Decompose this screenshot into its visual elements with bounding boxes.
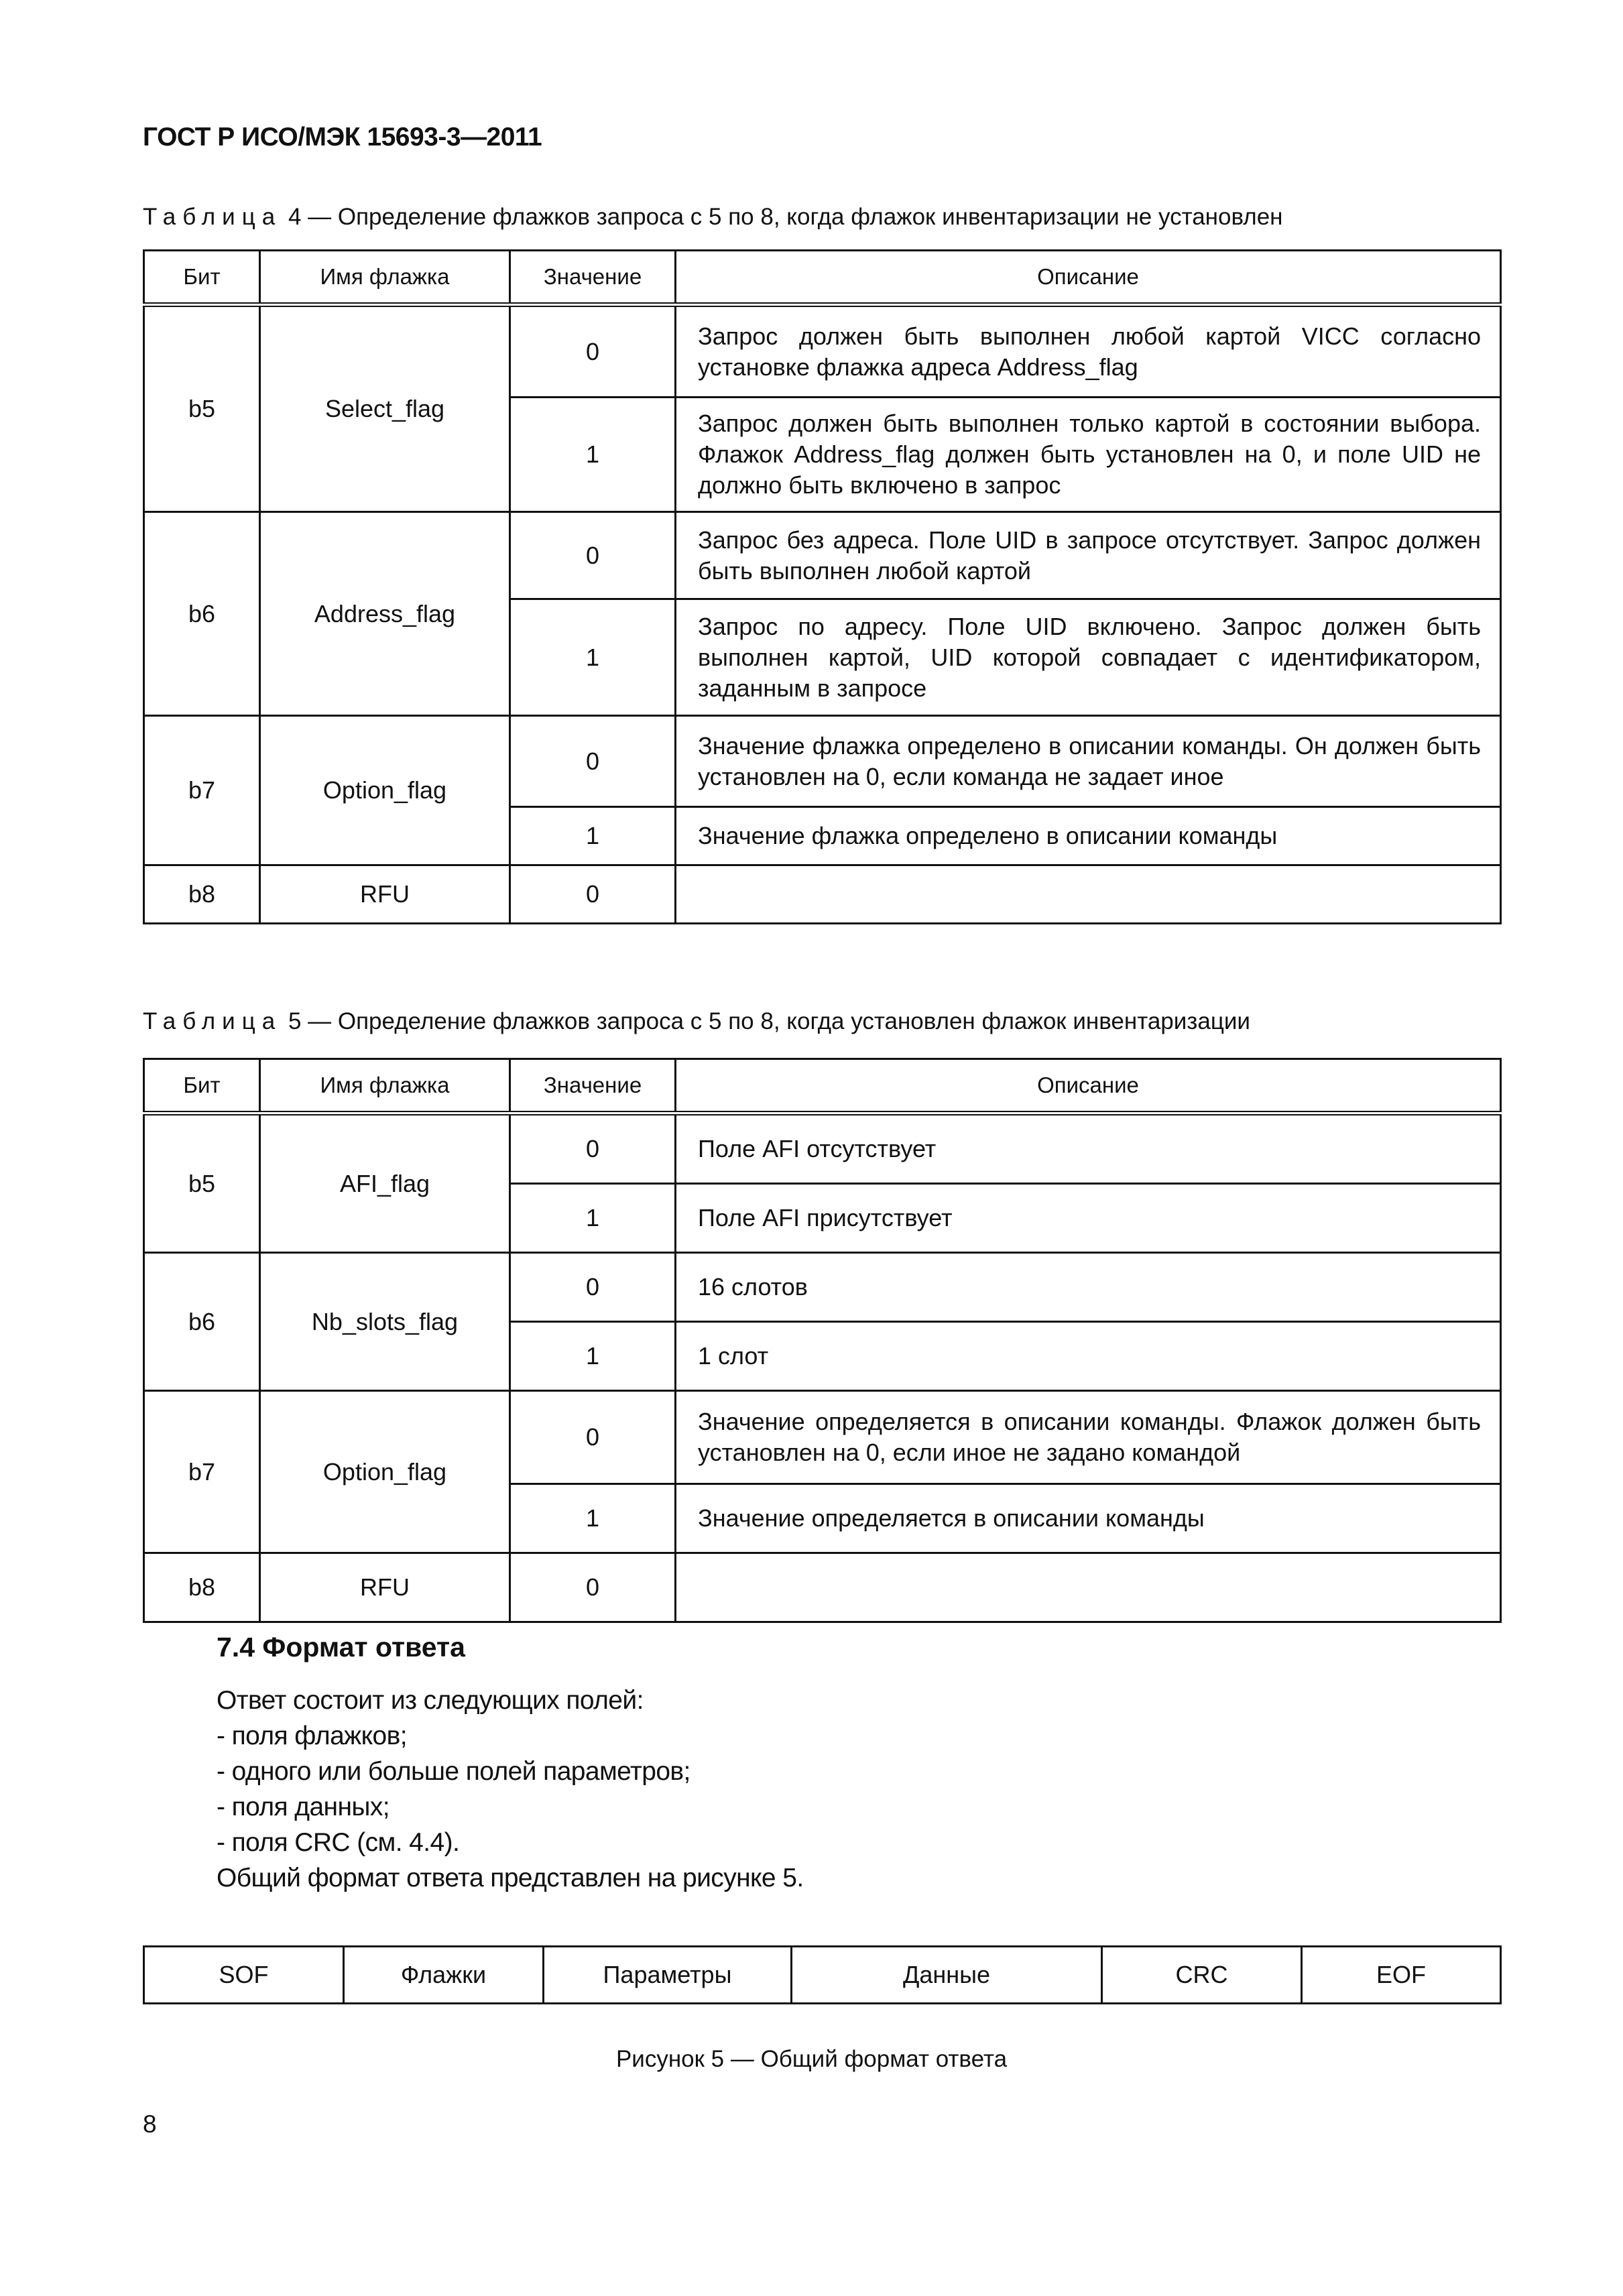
description-cell: Значение определяется в описании команды: [676, 1484, 1501, 1553]
flag-name-cell: Select_flag: [260, 305, 510, 512]
page-number: 8: [143, 2110, 157, 2138]
frame-field-data: Данные: [792, 1947, 1102, 2004]
flag-name-cell: Option_flag: [260, 716, 510, 865]
section-title: 7.4 Формат ответа: [217, 1632, 465, 1663]
description-cell: [676, 1553, 1501, 1622]
table-row: [144, 1553, 1501, 1622]
bit-cell: b8: [144, 1553, 260, 1622]
description-cell: 16 слотов: [676, 1253, 1501, 1322]
table5-header-row: [144, 1059, 1501, 1113]
table-row: [144, 1113, 1501, 1184]
table4-caption: [143, 204, 1283, 231]
value-cell: 0: [510, 1391, 676, 1484]
bit-cell: b6: [144, 512, 260, 716]
column-header-description: Описание: [676, 1059, 1501, 1113]
section-body: [217, 1683, 804, 1896]
column-header-flag-name: Имя флажка: [260, 1059, 510, 1113]
frame-field-crc: CRC: [1102, 1947, 1302, 2004]
description-cell: Значение определяется в описании команды. Флажок должен быть установлен на 0, если иное не задано командой: [676, 1391, 1501, 1484]
value-cell: 0: [510, 1253, 676, 1322]
flag-name-cell: RFU: [260, 865, 510, 924]
response-format-figure: [143, 1945, 1502, 2004]
table4-header-row: [144, 251, 1501, 305]
list-item: - одного или больше полей параметров;: [217, 1757, 690, 1786]
value-cell: 1: [510, 807, 676, 865]
flag-name-cell: Address_flag: [260, 512, 510, 716]
table5-label: Таблица: [143, 1008, 282, 1034]
column-header-bit: Бит: [144, 251, 260, 305]
value-cell: 0: [510, 512, 676, 599]
table-row: [144, 1391, 1501, 1484]
table4-label: Таблица: [143, 204, 282, 230]
table4: [143, 249, 1502, 924]
bit-cell: b7: [144, 1391, 260, 1553]
bit-cell: b8: [144, 865, 260, 924]
table5-caption-text: 5 — Определение флажков запроса с 5 по 8, когда установлен флажок инвентаризации: [288, 1008, 1250, 1034]
column-header-flag-name: Имя флажка: [260, 251, 510, 305]
bit-cell: b5: [144, 305, 260, 512]
column-header-value: Значение: [510, 1059, 676, 1113]
table-row: [144, 865, 1501, 924]
section-intro: Ответ состоит из следующих полей:: [217, 1686, 644, 1715]
column-header-description: Описание: [676, 251, 1501, 305]
description-cell: Запрос должен быть выполнен любой картой VICC согласно установке флажка адреса Address_flag: [676, 305, 1501, 398]
value-cell: 0: [510, 305, 676, 398]
section-outro: Общий формат ответа представлен на рисунке 5.: [217, 1864, 804, 1892]
value-cell: 0: [510, 1113, 676, 1184]
value-cell: 0: [510, 716, 676, 807]
description-cell: 1 слот: [676, 1322, 1501, 1391]
standard-header: ГОСТ Р ИСО/МЭК 15693-3—2011: [143, 123, 542, 152]
value-cell: 1: [510, 398, 676, 512]
figure-caption: Рисунок 5 — Общий формат ответа: [615, 2046, 1008, 2072]
frame-field-parameters: Параметры: [544, 1947, 792, 2004]
value-cell: 1: [510, 599, 676, 716]
frame-field-eof: EOF: [1302, 1947, 1501, 2004]
description-cell: Запрос по адресу. Поле UID включено. Запрос должен быть выполнен картой, UID которой совпадает с идентификатором, заданным в запросе: [676, 599, 1501, 716]
description-cell: Запрос без адреса. Поле UID в запросе отсутствует. Запрос должен быть выполнен любой картой: [676, 512, 1501, 599]
description-cell: Поле AFI присутствует: [676, 1184, 1501, 1253]
table5-caption: [143, 1008, 1250, 1035]
bit-cell: b6: [144, 1253, 260, 1391]
table-row: [144, 305, 1501, 398]
column-header-value: Значение: [510, 251, 676, 305]
value-cell: 1: [510, 1322, 676, 1391]
description-cell: Значение флажка определено в описании команды. Он должен быть установлен на 0, если команда не задает иное: [676, 716, 1501, 807]
column-header-bit: Бит: [144, 1059, 260, 1113]
bit-cell: b5: [144, 1113, 260, 1253]
description-cell: Поле AFI отсутствует: [676, 1113, 1501, 1184]
value-cell: 1: [510, 1184, 676, 1253]
frame-field-sof: SOF: [144, 1947, 344, 2004]
table-row: [144, 716, 1501, 807]
table-row: [144, 512, 1501, 599]
description-cell: [676, 865, 1501, 924]
frame-row: [144, 1947, 1501, 2004]
table5: [143, 1058, 1502, 1623]
bit-cell: b7: [144, 716, 260, 865]
description-cell: Значение флажка определено в описании команды: [676, 807, 1501, 865]
flag-name-cell: AFI_flag: [260, 1113, 510, 1253]
flag-name-cell: RFU: [260, 1553, 510, 1622]
list-item: - поля CRC (см. 4.4).: [217, 1828, 460, 1857]
list-item: - поля флажков;: [217, 1721, 407, 1750]
table-row: [144, 1253, 1501, 1322]
flag-name-cell: Nb_slots_flag: [260, 1253, 510, 1391]
list-item: - поля данных;: [217, 1793, 389, 1821]
value-cell: 1: [510, 1484, 676, 1553]
table4-caption-text: 4 — Определение флажков запроса с 5 по 8, когда флажок инвентаризации не установлен: [288, 204, 1283, 230]
frame-field-flags: Флажки: [344, 1947, 544, 2004]
flag-name-cell: Option_flag: [260, 1391, 510, 1553]
description-cell: Запрос должен быть выполнен только картой в состоянии выбора. Флажок Address_flag должен быть установлен на 0, и поле UID не должно быть включено в запрос: [676, 398, 1501, 512]
value-cell: 0: [510, 1553, 676, 1622]
value-cell: 0: [510, 865, 676, 924]
